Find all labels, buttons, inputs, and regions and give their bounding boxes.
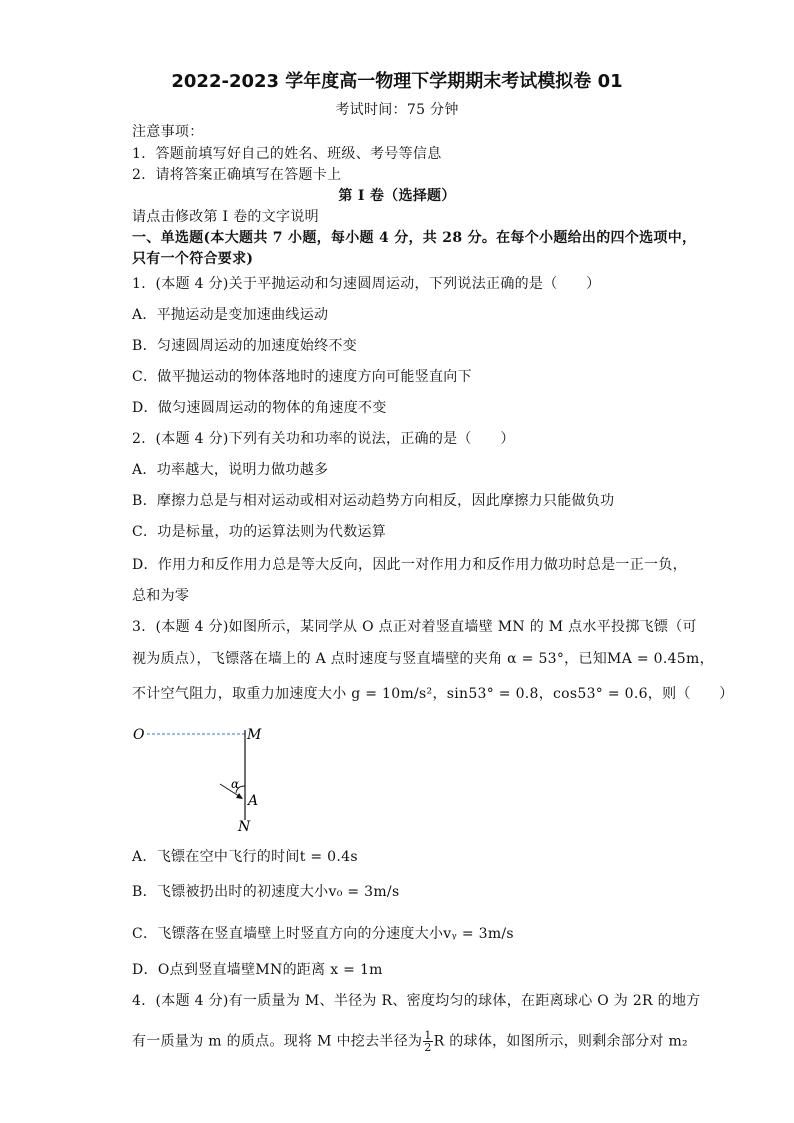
q3-stem-line1: 3．(本题 4 分)如图所示，某同学从 O 点正对着竖直墙壁 MN 的 M 点水平投掷飞镖（可: [132, 619, 697, 635]
notice-item-2: 2．请将答案正确填写在答题卡上: [132, 167, 342, 183]
volume-title: 第 I 卷（选择题）: [338, 188, 456, 204]
q2-option-d-line2[interactable]: 总和为零: [132, 588, 190, 604]
q3-option-d[interactable]: D．O点到竖直墙壁MN的距离 x = 1m: [132, 962, 383, 978]
page-title: 2022-2023 学年度高一物理下学期期末考试模拟卷 01: [171, 71, 623, 92]
q1-stem: 1．(本题 4 分)关于平抛运动和匀速圆周运动，下列说法正确的是（ ）: [132, 276, 601, 292]
q2-option-c[interactable]: C．功是标量，功的运算法则为代数运算: [132, 524, 387, 540]
frac-numerator: 1: [424, 1029, 432, 1042]
q4-line2-post: R 的球体，如图所示，则剩余部分对 m₂: [433, 1033, 688, 1050]
q3-option-b[interactable]: B．飞镖被扔出时的初速度大小v₀ = 3m/s: [132, 884, 400, 900]
label-o: O: [133, 727, 145, 743]
q1-option-a[interactable]: A．平抛运动是变加速曲线运动: [132, 307, 329, 323]
q4-stem-line1: 4．(本题 4 分)有一质量为 M、半径为 R、密度均匀的球体，在距离球心 O 为 2R 的地方: [132, 993, 701, 1009]
arrow-head: [236, 793, 243, 799]
label-n: N: [238, 819, 251, 835]
frac-denominator: 2: [424, 1041, 432, 1054]
label-a: A: [248, 793, 259, 809]
q1-option-d[interactable]: D．做匀速圆周运动的物体的角速度不变: [132, 400, 387, 416]
q2-option-d-line1[interactable]: D．作用力和反作用力总是等大反向，因此一对作用力和反作用力做功时总是一正一负，: [132, 557, 687, 573]
q2-option-a[interactable]: A．功率越大，说明力做功越多: [132, 462, 329, 478]
q2-option-b[interactable]: B．摩擦力总是与相对运动或相对运动趋势方向相反，因此摩擦力只能做负功: [132, 493, 615, 509]
q3-figure: [128, 718, 268, 836]
label-m: M: [247, 727, 262, 743]
notice-heading: 注意事项：: [132, 124, 204, 140]
notice-item-1: 1．答题前填写好自己的姓名、班级、考号等信息: [132, 146, 442, 162]
q2-stem: 2．(本题 4 分)下列有关功和功率的说法，正确的是（ ）: [132, 431, 515, 447]
label-alpha: α: [231, 777, 240, 791]
exam-time: 考试时间：75 分钟: [335, 102, 459, 118]
fraction-one-half: [423, 1030, 432, 1053]
q1-option-c[interactable]: C．做平抛运动的物体落地时的速度方向可能竖直向下: [132, 369, 472, 385]
q3-stem-line3: 不计空气阻力，取重力加速度大小 g = 10m/s²，sin53° = 0.8，cos53° = 0.6，则（ ）: [132, 686, 734, 702]
q3-option-a[interactable]: A．飞镖在空中飞行的时间t = 0.4s: [132, 849, 358, 865]
q1-option-b[interactable]: B．匀速圆周运动的加速度始终不变: [132, 338, 358, 354]
q4-stem-line2: [132, 1030, 688, 1053]
q3-option-c[interactable]: C．飞镖落在竖直墙壁上时竖直方向的分速度大小vᵧ = 3m/s: [132, 926, 514, 942]
q3-stem-line2: 视为质点），飞镖落在墙上的 A 点时速度与竖直墙壁的夹角 α = 53°，已知MA = 0.45m，: [132, 651, 714, 667]
q4-line2-pre: 有一质量为 m 的质点。现将 M 中挖去半径为: [132, 1033, 423, 1050]
section-heading-line2: 只有一个符合要求): [132, 251, 254, 267]
volume-edit-hint[interactable]: 请点击修改第 I 卷的文字说明: [132, 209, 319, 225]
section-heading-line1: 一、单选题(本大题共 7 小题，每小题 4 分，共 28 分。在每个小题给出的四个选项中，: [132, 230, 697, 246]
